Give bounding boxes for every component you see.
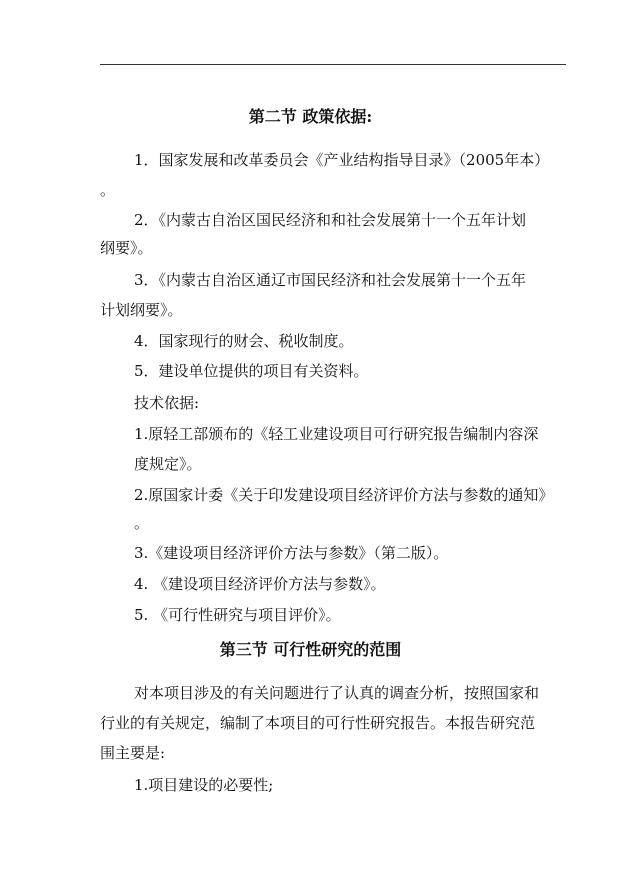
policy-item-2-cont: 纲要》。: [100, 239, 153, 257]
tech-item-3: 3.《建设项目经济评价方法与参数》（第二版）。: [134, 544, 449, 562]
policy-item-5: 5．建设单位提供的项目有关资料。: [134, 362, 369, 380]
tech-item-1: 1.原轻工部颁布的《轻工业建设项目可行研究报告编制内容深: [134, 425, 539, 443]
tech-item-2: 2.原国家计委《关于印发建设项目经济评价方法与参数的通知》: [134, 486, 554, 504]
section-3-heading: 第三节 可行性研究的范围: [219, 640, 402, 659]
tech-item-5: 5. 《可行性研究与项目评价》。: [134, 606, 341, 624]
policy-item-1-cont: 。: [100, 181, 116, 199]
scope-paragraph-line-3: 围主要是:: [100, 744, 166, 762]
header-rule: [100, 64, 566, 65]
policy-item-3-cont: 计划纲要》。: [100, 301, 183, 319]
tech-basis-label: 技术依据:: [134, 394, 200, 412]
tech-item-4: 4. 《建设项目经济评价方法与参数》。: [134, 575, 386, 593]
scope-paragraph-line-1: 对本项目涉及的有关问题进行了认真的调查分析，按照国家和: [134, 684, 540, 702]
section-2-heading: 第二节 政策依据:: [248, 107, 373, 126]
policy-item-4: 4．国家现行的财会、税收制度。: [134, 332, 354, 350]
scope-item-1: 1.项目建设的必要性;: [134, 776, 274, 794]
tech-item-2-cont: 。: [134, 514, 150, 532]
policy-item-1: 1．国家发展和改革委员会《产业结构指导目录》（2005年本）: [134, 151, 550, 169]
policy-item-3: 3．《内蒙古自治区通辽市国民经济和社会发展第十一个五年: [134, 271, 527, 289]
tech-item-1-cont: 度规定》。: [134, 455, 202, 473]
policy-item-2: 2．《内蒙古自治区国民经济和和社会发展第十一个五年计划: [134, 211, 527, 229]
scope-paragraph-line-2: 行业的有关规定，编制了本项目的可行性研究报告。本报告研究范: [100, 714, 536, 732]
